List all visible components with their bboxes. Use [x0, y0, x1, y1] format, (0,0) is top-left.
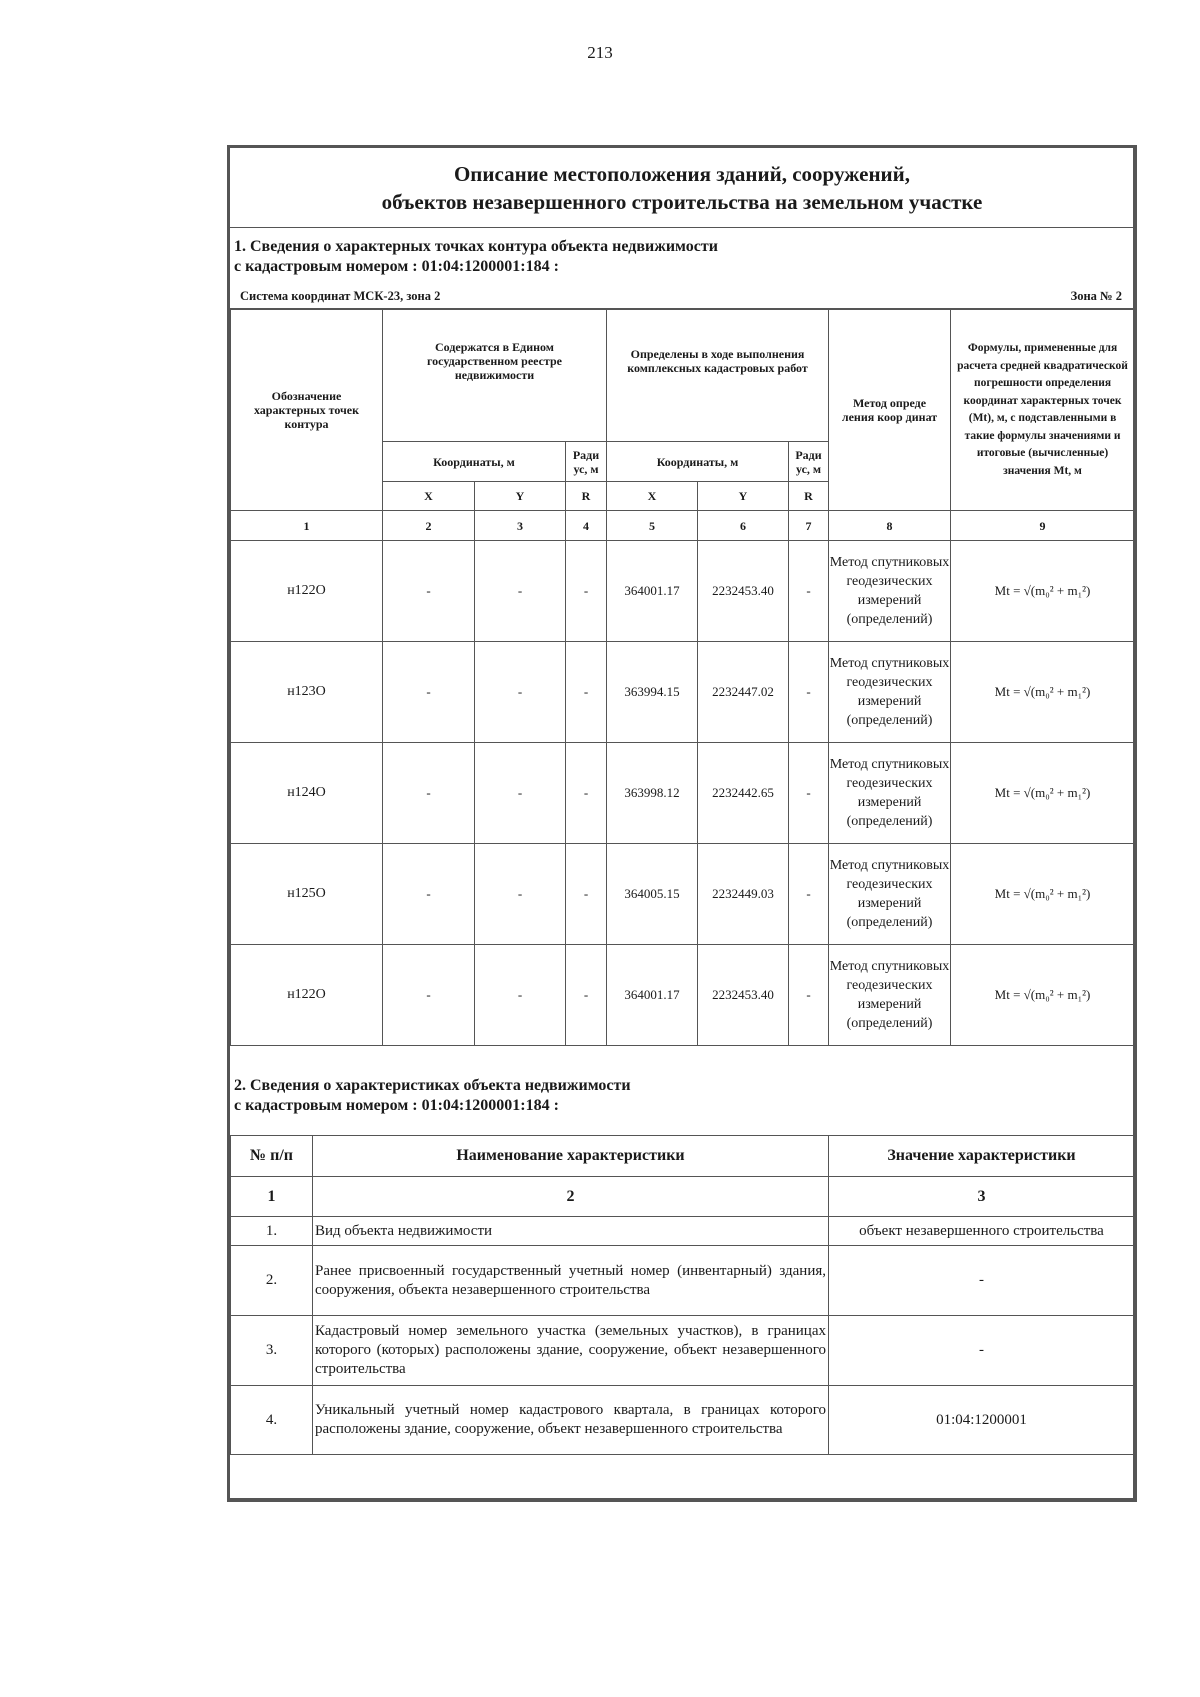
header-radius-egrn: Ради ус, м: [566, 442, 607, 482]
section2-heading-line-2: с кадастровым номером : 01:04:1200001:184 :: [234, 1097, 559, 1114]
zone-label: Зона № 2: [1070, 289, 1122, 303]
point-id: н122О: [231, 541, 383, 642]
table-row: [231, 1246, 1135, 1316]
kkr-x: 363998.12: [607, 743, 698, 844]
kkr-y: 2232442.65: [698, 743, 789, 844]
characteristic-name: Ранее присвоенный государственный учетный номер (инвентарный) здания, сооружения, объекта незавершенного строительства: [313, 1246, 829, 1316]
point-id: н125О: [231, 844, 383, 945]
method-cell: Метод спутниковых геодезических измерений (определений): [829, 541, 951, 642]
document-title: [230, 148, 1134, 228]
header-x-egrn: X: [383, 482, 475, 511]
egrn-y: -: [475, 844, 566, 945]
kkr-y: 2232453.40: [698, 541, 789, 642]
formula-cell: Mt = √(m₀² + m₁²): [951, 541, 1135, 642]
header-coords-kkr: Координаты, м: [607, 442, 789, 482]
kkr-y: 2232447.02: [698, 642, 789, 743]
egrn-y: -: [475, 541, 566, 642]
point-id: н124О: [231, 743, 383, 844]
kkr-r: -: [789, 541, 829, 642]
table-row: [231, 743, 1135, 844]
header-row-number: № п/п: [231, 1136, 313, 1177]
kkr-x: 363994.15: [607, 642, 698, 743]
column-number: 2: [383, 511, 475, 541]
kkr-x: 364001.17: [607, 945, 698, 1046]
header-egrn-group: Содержатся в Едином государственном реестре недвижимости: [383, 310, 607, 442]
header-radius-kkr: Ради ус, м: [789, 442, 829, 482]
method-cell: Метод спутниковых геодезических измерений (определений): [829, 743, 951, 844]
kkr-r: -: [789, 844, 829, 945]
column-number: 4: [566, 511, 607, 541]
table-row: [231, 642, 1135, 743]
egrn-x: -: [383, 541, 475, 642]
kkr-y: 2232449.03: [698, 844, 789, 945]
characteristic-name: Уникальный учетный номер кадастрового квартала, в границах которого расположены здание, сооружение, объект незавершенного строительства: [313, 1386, 829, 1455]
section1-heading-line-2: с кадастровым номером : 01:04:1200001:184 :: [234, 258, 559, 275]
characteristic-name: Кадастровый номер земельного участка (земельных участков), в границах которого (которых) расположены здание, сооружение, объект незавершенного строительства: [313, 1316, 829, 1386]
egrn-r: -: [566, 541, 607, 642]
kkr-r: -: [789, 743, 829, 844]
characteristics-table: [230, 1135, 1135, 1455]
point-id: н123О: [231, 642, 383, 743]
characteristic-value: -: [829, 1246, 1135, 1316]
egrn-r: -: [566, 844, 607, 945]
egrn-x: -: [383, 844, 475, 945]
egrn-r: -: [566, 743, 607, 844]
coordinate-system: Система координат МСК-23, зона 2: [240, 289, 441, 303]
header-r-kkr: R: [789, 482, 829, 511]
egrn-y: -: [475, 642, 566, 743]
section1-heading-line-1: 1. Сведения о характерных точках контура объекта недвижимости: [234, 238, 718, 255]
header-method: Метод опреде ления коор динат: [829, 310, 951, 511]
column-number: 3: [829, 1177, 1135, 1217]
bottom-divider: [230, 1454, 1134, 1455]
header-r-egrn: R: [566, 482, 607, 511]
column-number: 5: [607, 511, 698, 541]
section2-heading: [234, 1076, 631, 1116]
header-formula: Формулы, примененные для расчета средней квадратической погрешности определения координат характерных точек (Mt), м, с подставленными в такие формулы значениями и итоговые (вычисленные) значения Mt, м: [951, 310, 1135, 511]
header-kkr-group: Определены в ходе выполнения комплексных кадастровых работ: [607, 310, 829, 442]
method-cell: Метод спутниковых геодезических измерений (определений): [829, 945, 951, 1046]
row-number: 3.: [231, 1316, 313, 1386]
egrn-r: -: [566, 945, 607, 1046]
egrn-x: -: [383, 743, 475, 844]
table-row: [231, 844, 1135, 945]
egrn-x: -: [383, 945, 475, 1046]
coordinate-system-line: [230, 285, 1134, 309]
kkr-r: -: [789, 945, 829, 1046]
kkr-x: 364005.15: [607, 844, 698, 945]
header-y-egrn: Y: [475, 482, 566, 511]
header-characteristic-name: Наименование характеристики: [313, 1136, 829, 1177]
characteristic-value: 01:04:1200001: [829, 1386, 1135, 1455]
kkr-r: -: [789, 642, 829, 743]
section2-heading-line-1: 2. Сведения о характеристиках объекта недвижимости: [234, 1077, 631, 1094]
table-row: [231, 1386, 1135, 1455]
characteristic-name: Вид объекта недвижимости: [313, 1217, 829, 1246]
column-number: 8: [829, 511, 951, 541]
method-cell: Метод спутниковых геодезических измерений (определений): [829, 642, 951, 743]
column-number: 9: [951, 511, 1135, 541]
egrn-x: -: [383, 642, 475, 743]
formula-cell: Mt = √(m₀² + m₁²): [951, 945, 1135, 1046]
table-row: [231, 1316, 1135, 1386]
method-cell: Метод спутниковых геодезических измерений (определений): [829, 844, 951, 945]
column-number: 2: [313, 1177, 829, 1217]
column-number: 1: [231, 1177, 313, 1217]
title-line-1: Описание местоположения зданий, сооружений,: [453, 162, 911, 186]
table-row: [231, 1217, 1135, 1246]
column-number: 1: [231, 511, 383, 541]
egrn-y: -: [475, 945, 566, 1046]
formula-cell: Mt = √(m₀² + m₁²): [951, 743, 1135, 844]
characteristic-value: объект незавершенного строительства: [829, 1217, 1135, 1246]
formula-cell: Mt = √(m₀² + m₁²): [951, 844, 1135, 945]
row-number: 1.: [231, 1217, 313, 1246]
header-point-designation: Обозначение характерных точек контура: [231, 310, 383, 511]
header-coords-egrn: Координаты, м: [383, 442, 566, 482]
formula-cell: Mt = √(m₀² + m₁²): [951, 642, 1135, 743]
egrn-r: -: [566, 642, 607, 743]
table-row: [231, 945, 1135, 1046]
title-line-2: объектов незавершенного строительства на земельном участке: [381, 190, 983, 214]
column-number: 6: [698, 511, 789, 541]
egrn-y: -: [475, 743, 566, 844]
column-number: 7: [789, 511, 829, 541]
kkr-y: 2232453.40: [698, 945, 789, 1046]
points-table: [230, 309, 1135, 1046]
kkr-x: 364001.17: [607, 541, 698, 642]
header-characteristic-value: Значение характеристики: [829, 1136, 1135, 1177]
column-number: 3: [475, 511, 566, 541]
row-number: 2.: [231, 1246, 313, 1316]
document-frame: [227, 145, 1137, 1502]
characteristic-value: -: [829, 1316, 1135, 1386]
table-row: [231, 541, 1135, 642]
row-number: 4.: [231, 1386, 313, 1455]
header-y-kkr: Y: [698, 482, 789, 511]
page-number: 213: [587, 43, 613, 62]
section1-heading: [234, 237, 718, 277]
point-id: н122О: [231, 945, 383, 1046]
header-x-kkr: X: [607, 482, 698, 511]
